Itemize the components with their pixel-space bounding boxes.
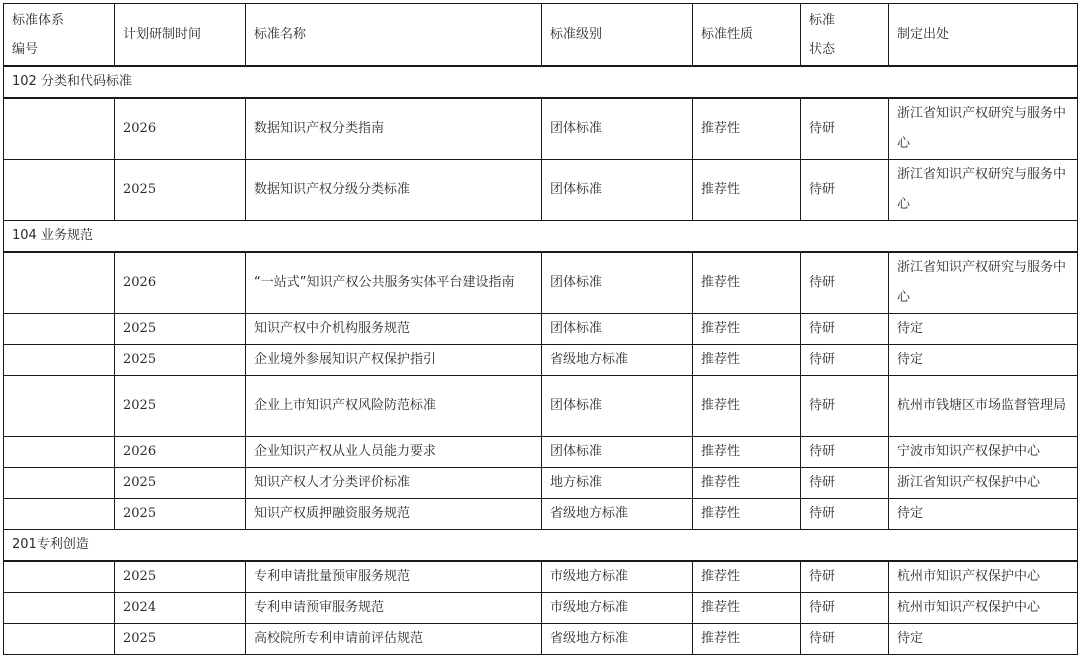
section-title: 104 业务规范 xyxy=(4,221,1078,253)
table-row xyxy=(4,314,1078,345)
header-code-line2: 编号 xyxy=(12,41,39,57)
cell-name: 企业境外参展知识产权保护指引 xyxy=(246,345,542,376)
cell-status: 待研 xyxy=(801,160,889,221)
cell-year: 2026 xyxy=(115,98,246,160)
cell-status: 待研 xyxy=(801,468,889,499)
cell-source: 浙江省知识产权研究与服务中心 xyxy=(889,98,1078,160)
table-row xyxy=(4,98,1078,160)
cell-year: 2026 xyxy=(115,252,246,314)
cell-source: 待定 xyxy=(889,499,1078,530)
cell-level: 团体标准 xyxy=(542,376,693,437)
cell-level: 省级地方标准 xyxy=(542,345,693,376)
header-status-line1: 标准 xyxy=(809,12,836,28)
header-time: 计划研制时间 xyxy=(115,4,246,67)
cell-code xyxy=(4,468,115,499)
cell-year: 2025 xyxy=(115,160,246,221)
cell-code xyxy=(4,593,115,624)
header-code xyxy=(4,4,115,67)
cell-code xyxy=(4,98,115,160)
cell-name: 数据知识产权分类指南 xyxy=(246,98,542,160)
table-row xyxy=(4,624,1078,655)
cell-level: 省级地方标准 xyxy=(542,499,693,530)
cell-source: 杭州市知识产权保护中心 xyxy=(889,593,1078,624)
cell-name: 知识产权质押融资服务规范 xyxy=(246,499,542,530)
cell-status: 待研 xyxy=(801,561,889,593)
cell-name: 数据知识产权分级分类标准 xyxy=(246,160,542,221)
header-status xyxy=(801,4,889,67)
cell-code xyxy=(4,376,115,437)
cell-status: 待研 xyxy=(801,499,889,530)
header-nature: 标准性质 xyxy=(693,4,801,67)
cell-year: 2025 xyxy=(115,561,246,593)
section-row xyxy=(4,530,1078,562)
cell-code xyxy=(4,561,115,593)
cell-code xyxy=(4,160,115,221)
cell-year: 2025 xyxy=(115,468,246,499)
cell-source: 杭州市钱塘区市场监督管理局 xyxy=(889,376,1078,437)
section-row xyxy=(4,66,1078,98)
cell-year: 2025 xyxy=(115,499,246,530)
cell-source: 浙江省知识产权研究与服务中心 xyxy=(889,252,1078,314)
table-header-row xyxy=(4,4,1078,67)
cell-name: 企业上市知识产权风险防范标准 xyxy=(246,376,542,437)
cell-level: 团体标准 xyxy=(542,160,693,221)
header-status-line2: 状态 xyxy=(809,41,836,57)
cell-nature: 推荐性 xyxy=(693,624,801,655)
cell-name: 企业知识产权从业人员能力要求 xyxy=(246,437,542,468)
header-name: 标准名称 xyxy=(246,4,542,67)
cell-nature: 推荐性 xyxy=(693,314,801,345)
cell-code xyxy=(4,624,115,655)
cell-status: 待研 xyxy=(801,98,889,160)
section-title: 201专利创造 xyxy=(4,530,1078,562)
table-row xyxy=(4,376,1078,437)
cell-nature: 推荐性 xyxy=(693,437,801,468)
cell-name: 专利申请预审服务规范 xyxy=(246,593,542,624)
cell-status: 待研 xyxy=(801,593,889,624)
table-row xyxy=(4,252,1078,314)
table-row xyxy=(4,468,1078,499)
header-code-line1: 标准体系 xyxy=(12,12,65,28)
cell-nature: 推荐性 xyxy=(693,252,801,314)
cell-source: 宁波市知识产权保护中心 xyxy=(889,437,1078,468)
cell-source: 待定 xyxy=(889,314,1078,345)
table-row xyxy=(4,345,1078,376)
cell-nature: 推荐性 xyxy=(693,98,801,160)
cell-year: 2024 xyxy=(115,593,246,624)
cell-level: 市级地方标准 xyxy=(542,561,693,593)
cell-level: 省级地方标准 xyxy=(542,624,693,655)
header-source: 制定出处 xyxy=(889,4,1078,67)
cell-level: 市级地方标准 xyxy=(542,593,693,624)
table-row xyxy=(4,160,1078,221)
section-title: 102 分类和代码标准 xyxy=(4,66,1078,98)
cell-year: 2025 xyxy=(115,376,246,437)
standards-table xyxy=(3,3,1078,655)
cell-code xyxy=(4,345,115,376)
cell-nature: 推荐性 xyxy=(693,345,801,376)
cell-name: 高校院所专利申请前评估规范 xyxy=(246,624,542,655)
cell-status: 待研 xyxy=(801,437,889,468)
cell-source: 待定 xyxy=(889,624,1078,655)
table-row xyxy=(4,561,1078,593)
cell-nature: 推荐性 xyxy=(693,593,801,624)
cell-name: 知识产权中介机构服务规范 xyxy=(246,314,542,345)
cell-status: 待研 xyxy=(801,314,889,345)
cell-nature: 推荐性 xyxy=(693,160,801,221)
cell-nature: 推荐性 xyxy=(693,468,801,499)
cell-name: 专利申请批量预审服务规范 xyxy=(246,561,542,593)
section-row xyxy=(4,221,1078,253)
cell-code xyxy=(4,314,115,345)
cell-source: 待定 xyxy=(889,345,1078,376)
header-level: 标准级别 xyxy=(542,4,693,67)
cell-source: 浙江省知识产权保护中心 xyxy=(889,468,1078,499)
cell-level: 团体标准 xyxy=(542,98,693,160)
cell-level: 团体标准 xyxy=(542,252,693,314)
cell-nature: 推荐性 xyxy=(693,499,801,530)
cell-status: 待研 xyxy=(801,252,889,314)
cell-level: 地方标准 xyxy=(542,468,693,499)
cell-code xyxy=(4,252,115,314)
cell-year: 2026 xyxy=(115,437,246,468)
cell-status: 待研 xyxy=(801,624,889,655)
table-row xyxy=(4,437,1078,468)
cell-status: 待研 xyxy=(801,376,889,437)
cell-code xyxy=(4,499,115,530)
cell-level: 团体标准 xyxy=(542,314,693,345)
cell-status: 待研 xyxy=(801,345,889,376)
cell-name: “一站式”知识产权公共服务实体平台建设指南 xyxy=(246,252,542,314)
cell-code xyxy=(4,437,115,468)
cell-source: 浙江省知识产权研究与服务中心 xyxy=(889,160,1078,221)
cell-level: 团体标准 xyxy=(542,437,693,468)
cell-year: 2025 xyxy=(115,624,246,655)
cell-year: 2025 xyxy=(115,345,246,376)
cell-nature: 推荐性 xyxy=(693,561,801,593)
cell-name: 知识产权人才分类评价标准 xyxy=(246,468,542,499)
cell-year: 2025 xyxy=(115,314,246,345)
cell-source: 杭州市知识产权保护中心 xyxy=(889,561,1078,593)
cell-nature: 推荐性 xyxy=(693,376,801,437)
table-row xyxy=(4,593,1078,624)
table-row xyxy=(4,499,1078,530)
